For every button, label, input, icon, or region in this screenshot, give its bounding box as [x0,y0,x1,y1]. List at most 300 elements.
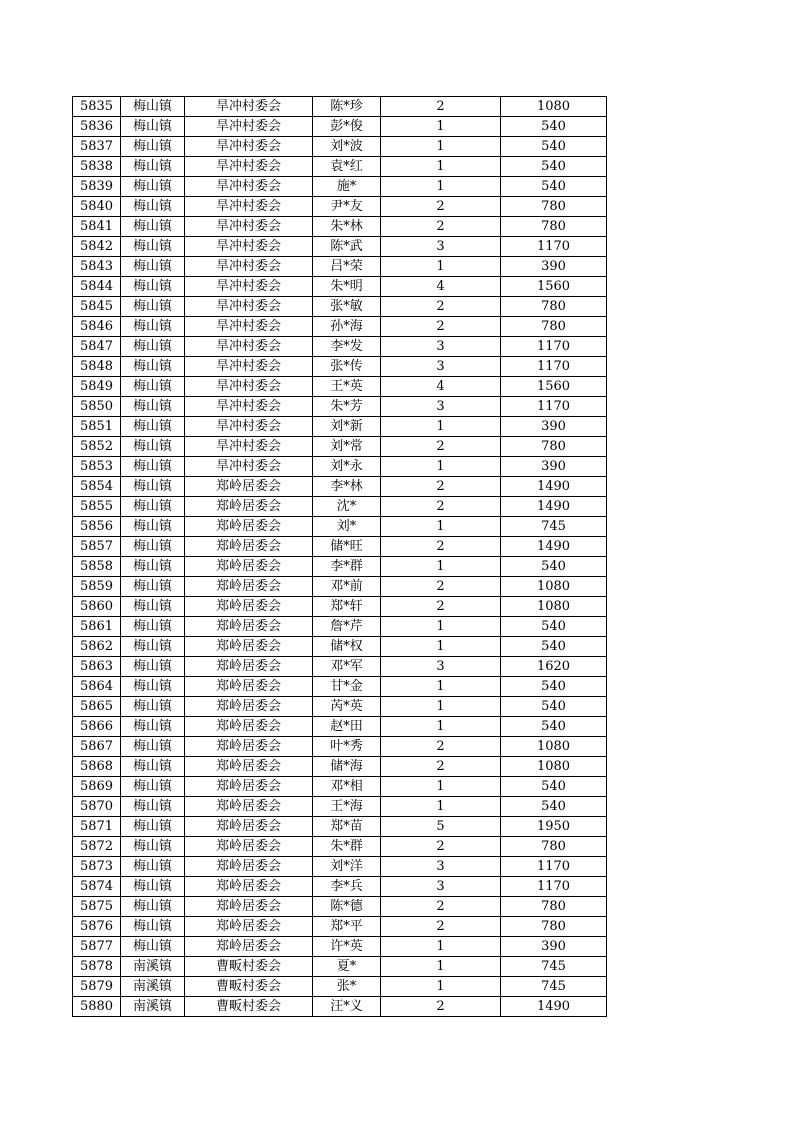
table-row [73,597,607,617]
amount-cell: 540 [501,157,607,177]
town-cell: 梅山镇 [121,577,185,597]
village-committee-cell: 郑岭居委会 [185,597,313,617]
name-cell: 朱*群 [313,837,381,857]
village-committee-cell: 旱冲村委会 [185,237,313,257]
amount-cell: 540 [501,117,607,137]
name-cell: 朱*芳 [313,397,381,417]
name-cell: 彭*俊 [313,117,381,137]
village-committee-cell: 旱冲村委会 [185,217,313,237]
village-committee-cell: 旱冲村委会 [185,157,313,177]
town-cell: 梅山镇 [121,697,185,717]
seq-number-cell: 5849 [73,377,121,397]
seq-number-cell: 5837 [73,137,121,157]
town-cell: 梅山镇 [121,737,185,757]
name-cell: 甘*金 [313,677,381,697]
amount-cell: 780 [501,917,607,937]
household-count-cell: 1 [381,117,501,137]
town-cell: 梅山镇 [121,137,185,157]
name-cell: 赵*田 [313,717,381,737]
amount-cell: 1490 [501,477,607,497]
amount-cell: 1170 [501,397,607,417]
amount-cell: 540 [501,177,607,197]
table-row [73,157,607,177]
household-count-cell: 2 [381,737,501,757]
town-cell: 梅山镇 [121,917,185,937]
amount-cell: 1560 [501,377,607,397]
seq-number-cell: 5860 [73,597,121,617]
table-row [73,277,607,297]
seq-number-cell: 5858 [73,557,121,577]
amount-cell: 1490 [501,537,607,557]
village-committee-cell: 郑岭居委会 [185,937,313,957]
village-committee-cell: 曹畈村委会 [185,977,313,997]
amount-cell: 540 [501,717,607,737]
seq-number-cell: 5841 [73,217,121,237]
seq-number-cell: 5867 [73,737,121,757]
town-cell: 梅山镇 [121,717,185,737]
name-cell: 王*海 [313,797,381,817]
table-row [73,97,607,117]
village-committee-cell: 郑岭居委会 [185,637,313,657]
village-committee-cell: 旱冲村委会 [185,417,313,437]
village-committee-cell: 郑岭居委会 [185,517,313,537]
town-cell: 梅山镇 [121,477,185,497]
household-count-cell: 1 [381,937,501,957]
household-count-cell: 2 [381,897,501,917]
table-row [73,757,607,777]
amount-cell: 1950 [501,817,607,837]
table-row [73,677,607,697]
name-cell: 刘* [313,517,381,537]
name-cell: 王*英 [313,377,381,397]
household-count-cell: 3 [381,337,501,357]
table-row [73,837,607,857]
village-committee-cell: 旱冲村委会 [185,457,313,477]
amount-cell: 390 [501,417,607,437]
town-cell: 梅山镇 [121,777,185,797]
table-row [73,817,607,837]
table-row [73,537,607,557]
amount-cell: 1170 [501,357,607,377]
town-cell: 梅山镇 [121,437,185,457]
village-committee-cell: 郑岭居委会 [185,837,313,857]
household-count-cell: 2 [381,477,501,497]
name-cell: 李*发 [313,337,381,357]
household-count-cell: 1 [381,797,501,817]
name-cell: 刘*新 [313,417,381,437]
name-cell: 刘*常 [313,437,381,457]
town-cell: 南溪镇 [121,997,185,1017]
name-cell: 李*兵 [313,877,381,897]
village-committee-cell: 旱冲村委会 [185,337,313,357]
amount-cell: 745 [501,977,607,997]
household-count-cell: 2 [381,297,501,317]
village-committee-cell: 旱冲村委会 [185,117,313,137]
amount-cell: 540 [501,777,607,797]
seq-number-cell: 5862 [73,637,121,657]
seq-number-cell: 5851 [73,417,121,437]
town-cell: 梅山镇 [121,817,185,837]
household-count-cell: 2 [381,997,501,1017]
town-cell: 梅山镇 [121,877,185,897]
seq-number-cell: 5842 [73,237,121,257]
amount-cell: 540 [501,137,607,157]
village-committee-cell: 旱冲村委会 [185,257,313,277]
amount-cell: 1620 [501,657,607,677]
table-row [73,697,607,717]
village-committee-cell: 郑岭居委会 [185,577,313,597]
household-count-cell: 1 [381,157,501,177]
table-row [73,317,607,337]
name-cell: 许*英 [313,937,381,957]
seq-number-cell: 5835 [73,97,121,117]
table-row [73,437,607,457]
name-cell: 施* [313,177,381,197]
amount-cell: 780 [501,197,607,217]
amount-cell: 745 [501,517,607,537]
amount-cell: 540 [501,637,607,657]
name-cell: 邓*前 [313,577,381,597]
town-cell: 梅山镇 [121,157,185,177]
table-row [73,377,607,397]
table-row [73,857,607,877]
table-row [73,897,607,917]
seq-number-cell: 5847 [73,337,121,357]
amount-cell: 780 [501,317,607,337]
amount-cell: 540 [501,677,607,697]
amount-cell: 540 [501,617,607,637]
table-row [73,937,607,957]
town-cell: 梅山镇 [121,257,185,277]
household-count-cell: 5 [381,817,501,837]
table-row [73,177,607,197]
table-row [73,977,607,997]
village-committee-cell: 旱冲村委会 [185,277,313,297]
town-cell: 梅山镇 [121,237,185,257]
town-cell: 梅山镇 [121,97,185,117]
seq-number-cell: 5875 [73,897,121,917]
amount-cell: 540 [501,797,607,817]
town-cell: 梅山镇 [121,537,185,557]
seq-number-cell: 5876 [73,917,121,937]
town-cell: 梅山镇 [121,497,185,517]
amount-cell: 1080 [501,597,607,617]
amount-cell: 390 [501,937,607,957]
name-cell: 张* [313,977,381,997]
household-count-cell: 1 [381,777,501,797]
household-count-cell: 1 [381,177,501,197]
seq-number-cell: 5869 [73,777,121,797]
data-table [72,96,607,1017]
town-cell: 南溪镇 [121,957,185,977]
amount-cell: 780 [501,837,607,857]
seq-number-cell: 5878 [73,957,121,977]
seq-number-cell: 5877 [73,937,121,957]
amount-cell: 780 [501,297,607,317]
amount-cell: 540 [501,557,607,577]
village-committee-cell: 郑岭居委会 [185,537,313,557]
village-committee-cell: 旱冲村委会 [185,397,313,417]
name-cell: 尹*友 [313,197,381,217]
village-committee-cell: 旱冲村委会 [185,297,313,317]
village-committee-cell: 郑岭居委会 [185,777,313,797]
seq-number-cell: 5872 [73,837,121,857]
name-cell: 吕*荣 [313,257,381,277]
village-committee-cell: 旱冲村委会 [185,377,313,397]
seq-number-cell: 5868 [73,757,121,777]
town-cell: 梅山镇 [121,217,185,237]
seq-number-cell: 5859 [73,577,121,597]
town-cell: 梅山镇 [121,797,185,817]
name-cell: 詹*芹 [313,617,381,637]
seq-number-cell: 5865 [73,697,121,717]
town-cell: 梅山镇 [121,397,185,417]
village-committee-cell: 郑岭居委会 [185,697,313,717]
village-committee-cell: 旱冲村委会 [185,197,313,217]
table-row [73,717,607,737]
amount-cell: 1490 [501,997,607,1017]
town-cell: 梅山镇 [121,417,185,437]
table-row [73,237,607,257]
seq-number-cell: 5840 [73,197,121,217]
seq-number-cell: 5844 [73,277,121,297]
household-count-cell: 2 [381,537,501,557]
village-committee-cell: 曹畈村委会 [185,997,313,1017]
village-committee-cell: 曹畈村委会 [185,957,313,977]
seq-number-cell: 5880 [73,997,121,1017]
amount-cell: 780 [501,217,607,237]
table-row [73,917,607,937]
table-row [73,657,607,677]
village-committee-cell: 郑岭居委会 [185,917,313,937]
amount-cell: 1080 [501,757,607,777]
village-committee-cell: 郑岭居委会 [185,757,313,777]
village-committee-cell: 郑岭居委会 [185,617,313,637]
household-count-cell: 3 [381,657,501,677]
seq-number-cell: 5871 [73,817,121,837]
table-row [73,297,607,317]
town-cell: 梅山镇 [121,317,185,337]
town-cell: 梅山镇 [121,657,185,677]
seq-number-cell: 5861 [73,617,121,637]
town-cell: 梅山镇 [121,197,185,217]
seq-number-cell: 5850 [73,397,121,417]
name-cell: 芮*英 [313,697,381,717]
seq-number-cell: 5853 [73,457,121,477]
village-committee-cell: 郑岭居委会 [185,657,313,677]
household-count-cell: 1 [381,257,501,277]
table-row [73,777,607,797]
table-row [73,557,607,577]
town-cell: 梅山镇 [121,277,185,297]
village-committee-cell: 旱冲村委会 [185,357,313,377]
town-cell: 梅山镇 [121,677,185,697]
town-cell: 梅山镇 [121,757,185,777]
village-committee-cell: 旱冲村委会 [185,177,313,197]
name-cell: 夏* [313,957,381,977]
town-cell: 梅山镇 [121,637,185,657]
table-row [73,517,607,537]
amount-cell: 1490 [501,497,607,517]
seq-number-cell: 5846 [73,317,121,337]
town-cell: 梅山镇 [121,617,185,637]
table-row [73,197,607,217]
town-cell: 梅山镇 [121,337,185,357]
village-committee-cell: 郑岭居委会 [185,497,313,517]
seq-number-cell: 5874 [73,877,121,897]
table-row [73,737,607,757]
village-committee-cell: 郑岭居委会 [185,897,313,917]
seq-number-cell: 5856 [73,517,121,537]
table-row [73,477,607,497]
seq-number-cell: 5836 [73,117,121,137]
village-committee-cell: 郑岭居委会 [185,717,313,737]
seq-number-cell: 5852 [73,437,121,457]
seq-number-cell: 5854 [73,477,121,497]
name-cell: 陈*珍 [313,97,381,117]
seq-number-cell: 5845 [73,297,121,317]
name-cell: 储*权 [313,637,381,657]
name-cell: 朱*明 [313,277,381,297]
household-count-cell: 1 [381,617,501,637]
village-committee-cell: 郑岭居委会 [185,737,313,757]
household-count-cell: 2 [381,497,501,517]
town-cell: 梅山镇 [121,557,185,577]
town-cell: 梅山镇 [121,837,185,857]
table-row [73,357,607,377]
table-row [73,637,607,657]
household-count-cell: 1 [381,977,501,997]
table-row [73,137,607,157]
name-cell: 李*群 [313,557,381,577]
table-row [73,797,607,817]
household-count-cell: 1 [381,457,501,477]
village-committee-cell: 郑岭居委会 [185,797,313,817]
household-count-cell: 2 [381,437,501,457]
table-row [73,257,607,277]
table-row [73,997,607,1017]
village-committee-cell: 郑岭居委会 [185,557,313,577]
household-count-cell: 2 [381,197,501,217]
household-count-cell: 1 [381,557,501,577]
town-cell: 梅山镇 [121,377,185,397]
household-count-cell: 2 [381,577,501,597]
household-count-cell: 3 [381,877,501,897]
household-count-cell: 1 [381,677,501,697]
household-count-cell: 2 [381,757,501,777]
household-count-cell: 2 [381,837,501,857]
name-cell: 郑*苗 [313,817,381,837]
amount-cell: 1170 [501,877,607,897]
amount-cell: 390 [501,457,607,477]
table-row [73,397,607,417]
name-cell: 叶*秀 [313,737,381,757]
amount-cell: 390 [501,257,607,277]
name-cell: 郑*轩 [313,597,381,617]
table-row [73,337,607,357]
name-cell: 李*林 [313,477,381,497]
village-committee-cell: 旱冲村委会 [185,137,313,157]
household-count-cell: 2 [381,317,501,337]
seq-number-cell: 5864 [73,677,121,697]
name-cell: 邓*军 [313,657,381,677]
town-cell: 梅山镇 [121,117,185,137]
table-row [73,217,607,237]
household-count-cell: 4 [381,377,501,397]
village-committee-cell: 旱冲村委会 [185,437,313,457]
household-count-cell: 3 [381,857,501,877]
household-count-cell: 2 [381,97,501,117]
name-cell: 张*敏 [313,297,381,317]
household-count-cell: 1 [381,697,501,717]
table-row [73,617,607,637]
seq-number-cell: 5848 [73,357,121,377]
village-committee-cell: 郑岭居委会 [185,817,313,837]
town-cell: 梅山镇 [121,597,185,617]
seq-number-cell: 5863 [73,657,121,677]
household-count-cell: 3 [381,237,501,257]
town-cell: 梅山镇 [121,517,185,537]
household-count-cell: 2 [381,217,501,237]
town-cell: 梅山镇 [121,457,185,477]
name-cell: 储*海 [313,757,381,777]
town-cell: 梅山镇 [121,937,185,957]
name-cell: 张*传 [313,357,381,377]
village-committee-cell: 旱冲村委会 [185,97,313,117]
seq-number-cell: 5866 [73,717,121,737]
name-cell: 陈*武 [313,237,381,257]
village-committee-cell: 郑岭居委会 [185,677,313,697]
amount-cell: 1080 [501,577,607,597]
seq-number-cell: 5857 [73,537,121,557]
name-cell: 沈* [313,497,381,517]
household-count-cell: 2 [381,597,501,617]
town-cell: 梅山镇 [121,857,185,877]
town-cell: 梅山镇 [121,297,185,317]
town-cell: 梅山镇 [121,897,185,917]
household-count-cell: 1 [381,417,501,437]
household-count-cell: 3 [381,357,501,377]
seq-number-cell: 5838 [73,157,121,177]
amount-cell: 780 [501,437,607,457]
village-committee-cell: 郑岭居委会 [185,877,313,897]
amount-cell: 1170 [501,237,607,257]
town-cell: 南溪镇 [121,977,185,997]
seq-number-cell: 5843 [73,257,121,277]
household-count-cell: 1 [381,957,501,977]
name-cell: 郑*平 [313,917,381,937]
amount-cell: 1080 [501,737,607,757]
seq-number-cell: 5873 [73,857,121,877]
table-row [73,117,607,137]
household-count-cell: 1 [381,637,501,657]
town-cell: 梅山镇 [121,177,185,197]
name-cell: 储*旺 [313,537,381,557]
village-committee-cell: 郑岭居委会 [185,477,313,497]
household-count-cell: 4 [381,277,501,297]
amount-cell: 540 [501,697,607,717]
name-cell: 刘*波 [313,137,381,157]
seq-number-cell: 5879 [73,977,121,997]
village-committee-cell: 旱冲村委会 [185,317,313,337]
table-body [73,97,607,1017]
household-count-cell: 3 [381,397,501,417]
amount-cell: 1170 [501,337,607,357]
name-cell: 陈*德 [313,897,381,917]
amount-cell: 1560 [501,277,607,297]
amount-cell: 1080 [501,97,607,117]
name-cell: 朱*林 [313,217,381,237]
